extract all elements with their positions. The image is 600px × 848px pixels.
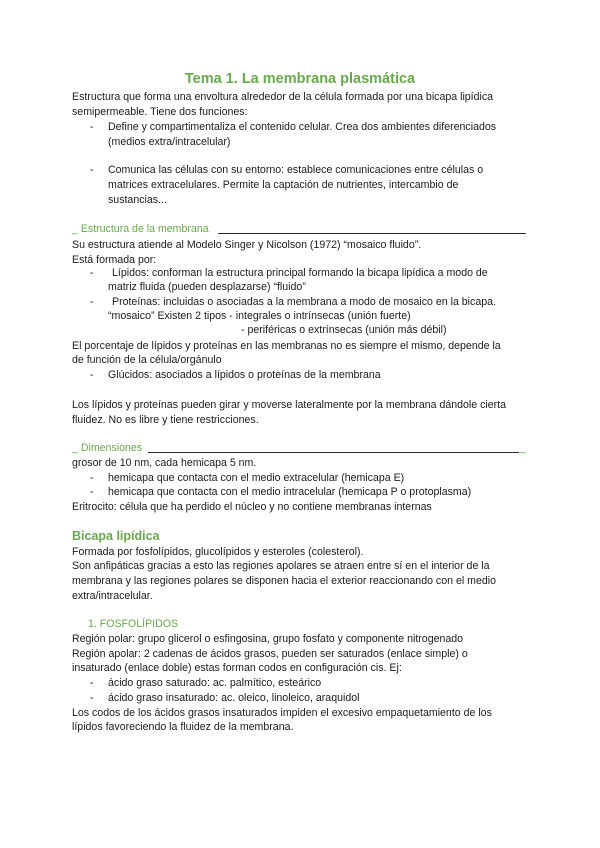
estructura-line-2: Está formada por: — [72, 254, 157, 266]
list-dash: - — [90, 267, 94, 279]
function-1-line-2: (medios extra/intracelular) — [108, 136, 231, 148]
function-2-line-3: sustancias... — [108, 194, 167, 206]
function-2-line-1: Comunica las células con su entorno: establece comunicaciones entre células o — [108, 164, 484, 176]
heading-underline — [218, 233, 526, 234]
proteinas-line-2: “mosaico” Existen 2 tipos - integrales o intrínsecas (unión fuerte) — [108, 310, 411, 322]
list-dash: - — [90, 472, 94, 484]
movimiento-line-2: fluidez. No es libre y tiene restricciones. — [72, 414, 259, 426]
list-dash: - — [90, 486, 94, 498]
fosfo-line-2: Región apolar: 2 cadenas de ácidos grasos, pueden ser saturados (enlace simple) o — [72, 648, 468, 660]
section-heading-fosfolipidos: 1. FOSFOLÍPIDOS — [88, 618, 179, 630]
fosfo-line-5: lípidos favoreciendo la fluidez de la membrana. — [72, 721, 294, 733]
section-heading-dimensiones: _ Dimensiones — [72, 442, 143, 454]
heading-tail: _ — [520, 442, 526, 454]
list-dash: - — [90, 677, 94, 689]
proteinas-line-1: Proteínas: incluidas o asociadas a la membrana a modo de mosaico en la bicapa. — [112, 296, 496, 308]
fosfo-line-4: Los codos de los ácidos grasos insaturados impiden el excesivo empaquetamiento de los — [72, 707, 492, 719]
section-heading-estructura: _ Estructura de la membrana — [72, 223, 209, 235]
bicapa-line-2: Son anfipáticas gracias a esto las regiones apolares se atraen entre sí en el interior de la — [72, 560, 490, 572]
function-1-line-1: Define y compartimentaliza el contenido celular. Crea dos ambientes diferenciados — [108, 121, 497, 133]
list-dash: - — [90, 296, 94, 308]
proteinas-line-3: - periféricas o extrínsecas (unión más débil) — [241, 324, 447, 336]
bicapa-line-3: membrana y las regiones polares se disponen hacia el exterior reaccionando con el medio — [72, 575, 496, 587]
fosfo-line-1: Región polar: grupo glicerol o esfingosina, grupo fosfato y componente nitrogenado — [72, 633, 464, 645]
fosfo-line-3: insaturado (enlace doble) estas forman codos en configuración cis. Ej: — [72, 662, 402, 674]
intro-line-2: semipermeable. Tiene dos funciones: — [72, 106, 248, 118]
bicapa-line-1: Formada por fosfolípidos, glucolípidos y esteroles (colesterol). — [72, 546, 364, 558]
hemicapa-p-line: hemicapa que contacta con el medio intracelular (hemicapa P o protoplasma) — [108, 486, 472, 498]
movimiento-line-1: Los lípidos y proteínas pueden girar y moverse lateralmente por la membrana dándole cierta — [72, 399, 506, 411]
porcentaje-line-2: de función de la célula/orgánulo — [72, 354, 222, 366]
intro-line-1: Estructura que forma una envoltura alrededor de la célula formada por una bicapa lipídica — [72, 91, 494, 103]
function-2-line-2: matrices extracelulares. Permite la captación de nutrientes, intercambio de — [108, 179, 459, 191]
list-dash: - — [90, 164, 94, 176]
section-heading-bicapa: Bicapa lipídica — [72, 529, 160, 543]
insaturado-line: ácido graso insaturado: ac. oleico, linoleico, araquidol — [108, 692, 360, 704]
dimensiones-line-1: grosor de 10 nm, cada hemicapa 5 nm. — [72, 457, 257, 469]
list-dash: - — [90, 369, 94, 381]
page-title: Tema 1. La membrana plasmática — [184, 71, 416, 87]
heading-underline — [148, 452, 519, 453]
saturado-line: ácido graso saturado: ac. palmítico, esteárico — [108, 677, 322, 689]
list-dash: - — [90, 121, 94, 133]
porcentaje-line-1: El porcentaje de lípidos y proteínas en las membranas no es siempre el mismo, depende la — [72, 340, 501, 352]
glucidos-line: Glúcidos: asociados a lípidos o proteínas de la membrana — [108, 369, 381, 381]
lipidos-line-2: matriz fluida (pueden desplazarse) “fluido” — [108, 281, 306, 293]
bicapa-line-4: extra/intracelular. — [72, 590, 153, 602]
estructura-line-1: Su estructura atiende al Modelo Singer y Nicolson (1972) “mosaico fluido”. — [72, 239, 422, 251]
hemicapa-e-line: hemicapa que contacta con el medio extracelular (hemicapa E) — [108, 472, 405, 484]
list-dash: - — [90, 692, 94, 704]
lipidos-line-1: Lípidos: conforman la estructura principal formando la bicapa lipídica a modo de — [112, 267, 488, 279]
eritrocito-line: Eritrocito: célula que ha perdido el núcleo y no contiene membranas internas — [72, 501, 432, 513]
